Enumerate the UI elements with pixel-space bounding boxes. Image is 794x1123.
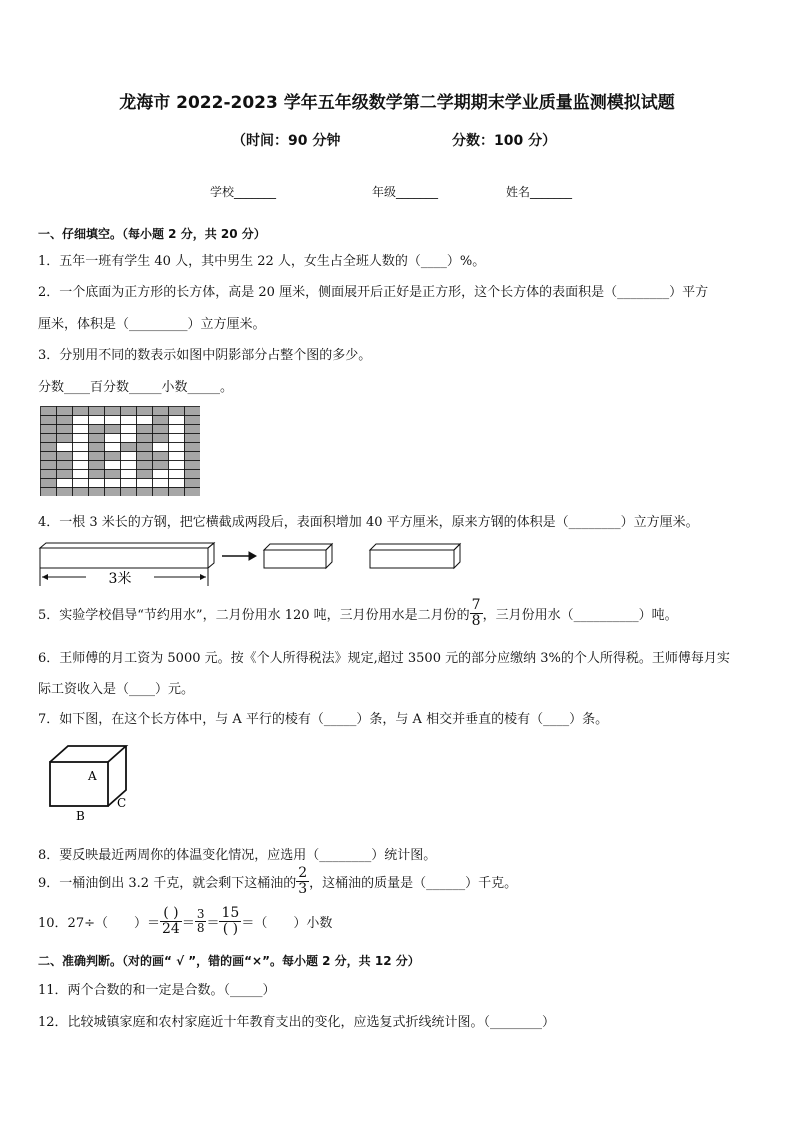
grid-cell [89,434,105,443]
grid-cell [153,416,169,425]
question-10-text-pre: 10．27÷（ ）＝ [38,915,160,931]
grid-cell [41,416,57,425]
grid-cell [121,479,137,488]
steel-bar-figure [36,540,466,592]
long-bar-front [40,548,208,568]
grid-cell [137,479,153,488]
grid-cell [41,443,57,452]
piece1-side [326,544,332,568]
grid-cell [89,452,105,461]
grid-cell [153,434,169,443]
grid-cell [153,443,169,452]
grid-cell [57,452,73,461]
grid-cell [153,407,169,416]
equals-sign: ＝ [181,915,195,931]
grid-cell [57,416,73,425]
grid-cell [41,479,57,488]
fraction-2-3 [296,866,309,896]
grid-cell [169,425,185,434]
grid-cell [185,452,201,461]
grid-cell [169,407,185,416]
question-5 [38,598,678,628]
grid-cell [153,425,169,434]
question-9 [38,866,517,896]
long-bar-side [208,543,214,568]
edge-label-a: A [88,769,97,783]
grid-cell [121,470,137,479]
grid-cell [137,425,153,434]
fraction-7-8 [470,598,483,628]
fraction-blank-24 [160,906,182,936]
bar-length-label: 3米 [108,571,132,587]
equals-sign: ＝ [206,915,220,931]
grid-cell [41,452,57,461]
grid-cell [41,488,57,497]
fraction-denominator: 24 [161,920,180,937]
grid-cell [169,470,185,479]
grid-cell [105,434,121,443]
grid-cell [153,488,169,497]
grid-cell [57,488,73,497]
grid-cell [57,470,73,479]
question-1: 1．五年一班有学生 40 人，其中男生 22 人，女生占全班人数的（____）%。 [38,254,486,269]
fraction-numerator: ( ) [160,906,182,922]
grid-cell [169,416,185,425]
edge-label-b: B [76,809,85,823]
question-3: 3．分别用不同的数表示如图中阴影部分占整个图的多少。 [38,348,372,363]
grid-cell [73,416,89,425]
question-2-line1: 2．一个底面为正方形的长方体，高是 20 厘米，侧面展开后正好是正方形，这个长方体的表面积是（________）平方 [38,285,709,300]
name-field[interactable]: 姓名_______ [506,185,573,199]
grid-cell [185,470,201,479]
grid-cell [89,407,105,416]
long-bar-top [40,543,214,548]
grid-cell [73,452,89,461]
edge-label-c: C [117,796,127,810]
grid-cell [121,407,137,416]
question-11: 11．两个合数的和一定是合数。（_____） [38,983,276,998]
grid-cell [57,461,73,470]
grid-cell [137,443,153,452]
fraction-denominator: 3 [298,880,308,897]
grid-cell [89,416,105,425]
grid-cell [105,479,121,488]
question-12: 12．比较城镇家庭和农村家庭近十年教育支出的变化，应选复式折线统计图。（________） [38,1015,556,1030]
exam-score: 分数：100 分） [452,133,557,149]
grid-cell [185,479,201,488]
question-4: 4．一根 3 米长的方钢，把它横截成两段后，表面积增加 40 平方厘米，原来方钢的体积是（________）立方厘米。 [38,515,699,530]
question-2-line2: 厘米，体积是（_________）立方厘米。 [38,317,266,332]
grid-cell [169,461,185,470]
grid-cell [185,488,201,497]
question-7: 7．如下图，在这个长方体中，与 A 平行的棱有（_____）条，与 A 相交并垂直的棱有（____）条。 [38,712,609,727]
grid-cell [73,461,89,470]
grid-cell [41,434,57,443]
grid-cell [57,434,73,443]
cuboid-figure [44,742,136,824]
fraction-numerator: 3 [196,907,205,922]
grid-cell [137,407,153,416]
grid-cell [105,488,121,497]
fraction-numerator: 15 [221,905,240,921]
grid-cell [89,479,105,488]
exam-time: （时间：90 分钟 [232,133,341,149]
grid-cell [105,443,121,452]
fraction-numerator: 7 [471,597,481,613]
grid-cell [137,452,153,461]
grid-cell [121,488,137,497]
grid-cell [169,488,185,497]
fraction-3-8 [195,908,207,934]
grid-cell [185,443,201,452]
grid-cell [89,470,105,479]
grid-cell [73,479,89,488]
question-3-blanks: 分数____百分数_____小数_____。 [38,380,234,395]
grid-cell [105,407,121,416]
grade-field[interactable]: 年级_______ [372,185,439,199]
grid-cell [41,407,57,416]
section1-heading: 一、仔细填空。（每小题 2 分，共 20 分） [38,227,266,241]
cuboid-front-face [50,762,108,806]
grid-cell [137,488,153,497]
grid-cell [89,461,105,470]
piece1-top [264,544,332,550]
grid-cell [89,425,105,434]
grid-cell [73,470,89,479]
section2-heading: 二、准确判断。（对的画“ √ ”，错的画“×”。每小题 2 分，共 12 分） [38,954,420,968]
fraction-15-blank [219,906,241,936]
question-9-text-pre: 9．一桶油倒出 3.2 千克，就会剩下这桶油的 [38,875,297,891]
arrow-head [249,552,256,560]
grid-cell [57,479,73,488]
grid-cell [121,434,137,443]
grid-cell [105,416,121,425]
grid-cell [105,470,121,479]
grid-cell [57,407,73,416]
piece1-front [264,550,326,568]
fraction-denominator: 8 [196,920,205,935]
grid-cell [185,407,201,416]
grid-cell [121,461,137,470]
grid-cell [137,461,153,470]
grid-cell [73,434,89,443]
grid-cell [105,461,121,470]
grid-cell [153,452,169,461]
grid-cell [73,425,89,434]
school-field[interactable]: 学校_______ [210,185,277,199]
fraction-numerator: 2 [298,865,308,881]
cuboid-top-face [50,746,126,762]
question-9-text-post: ，这桶油的质量是（______）千克。 [309,875,518,891]
grid-cell [185,461,201,470]
grid-cell [105,452,121,461]
fraction-denominator: 8 [471,612,481,629]
question-5-text-post: ，三月份用水（__________）吨。 [482,607,678,623]
grid-cell [185,416,201,425]
grid-cell [41,461,57,470]
grid-cell [41,425,57,434]
grid-cell [153,470,169,479]
grid-cell [41,470,57,479]
question-8: 8．要反映最近两周你的体温变化情况，应选用（________）统计图。 [38,848,437,863]
grid-cell [121,452,137,461]
question-10 [38,906,332,936]
fraction-denominator: ( ) [222,920,239,937]
question-6-line1: 6．王师傅的月工资为 5000 元。按《个人所得税法》规定,超过 3500 元的部分应缴纳 3%的个人所得税。王师傅每月实 [38,651,730,666]
piece2-top [370,544,460,550]
grid-cell [73,443,89,452]
grid-cell [137,470,153,479]
grid-cell [169,443,185,452]
shaded-grid-figure [40,406,200,496]
grid-cell [137,416,153,425]
grid-cell [169,479,185,488]
grid-cell [73,488,89,497]
grid-cell [121,443,137,452]
grid-cell [153,479,169,488]
page-title: 龙海市 2022-2023 学年五年级数学第二学期期末学业质量监测模拟试题 [119,93,675,113]
question-5-text-pre: 5．实验学校倡导“节约用水”，二月份用水 120 吨，三月份用水是二月份的 [38,607,470,623]
grid-cell [121,416,137,425]
grid-cell [185,434,201,443]
grid-cell [169,452,185,461]
piece2-front [370,550,454,568]
grid-cell [57,425,73,434]
grid-cell [185,425,201,434]
grid-cell [73,407,89,416]
grid-cell [89,443,105,452]
piece2-side [454,544,460,568]
grid-cell [57,443,73,452]
grid-cell [137,434,153,443]
grid-cell [89,488,105,497]
question-10-text-post: ＝（ ）小数 [241,915,333,931]
grid-cell [169,434,185,443]
grid-cell [121,425,137,434]
grid-cell [105,425,121,434]
grid-cell [153,461,169,470]
question-6-line2: 际工资收入是（____）元。 [38,682,195,697]
